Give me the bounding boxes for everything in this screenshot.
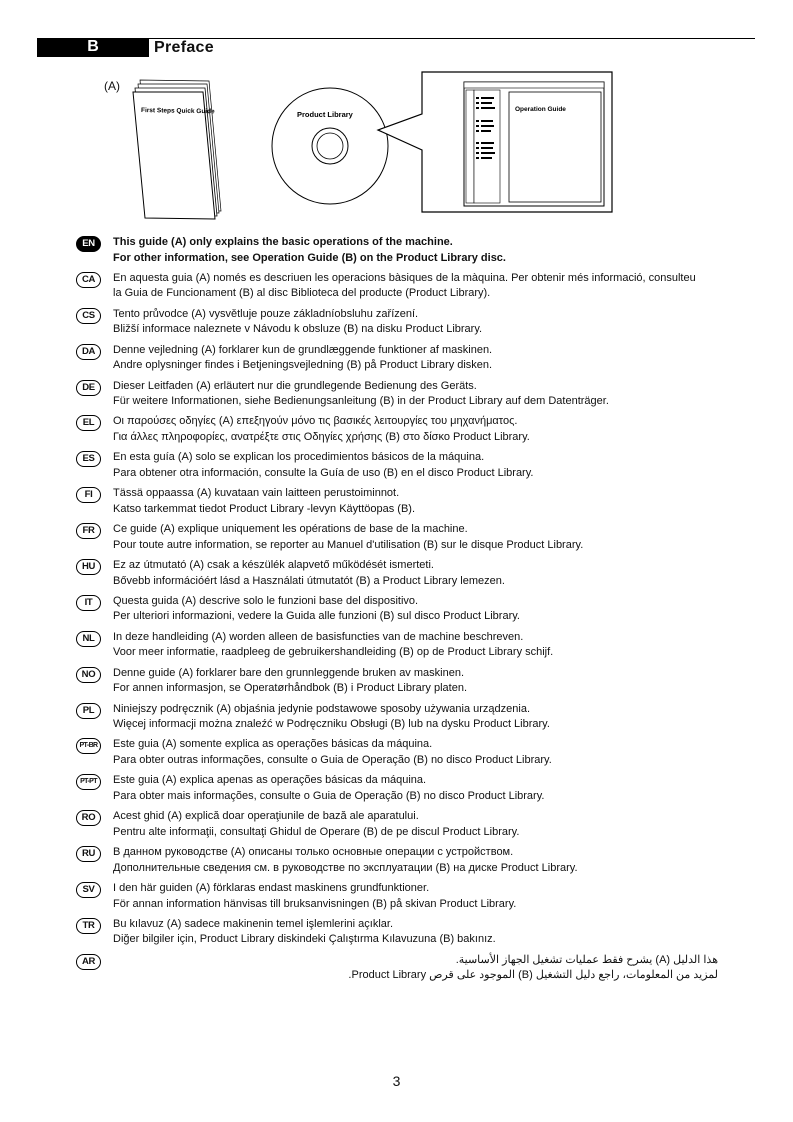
lang-text-pt-br: Este guia (A) somente explica as operações básicas da máquina. Para obter outras informações, consulte o Guia de Operação (B) no disco Product Library. — [113, 738, 552, 766]
quick-guide-booklet-icon — [133, 80, 221, 219]
lang-badge-es: ES — [76, 451, 101, 467]
lang-row-fr — [76, 521, 756, 557]
lang-badge-fr: FR — [76, 523, 101, 539]
lang-text-fr: Ce guide (A) explique uniquement les opérations de base de la machine. Pour toute autre information, se reporter au Manuel d'utilisation (B) sur le disque Product Library. — [113, 523, 584, 551]
lang-badge-pt-pt: PT-PT — [76, 774, 101, 790]
lang-row-pt-pt — [76, 772, 756, 808]
lang-text-ru: В данном руководстве (A) описаны только основные операции с устройством. Дополнительные сведения см. в руководстве по эксплуатации (B) на диске Product Library. — [113, 846, 578, 874]
lang-badge-fi: FI — [76, 487, 101, 503]
lang-badge-en: EN — [76, 236, 101, 252]
lang-row-sv — [76, 880, 756, 916]
lang-row-pl — [76, 701, 756, 737]
figure-illustration — [0, 60, 793, 220]
lang-badge-el: EL — [76, 415, 101, 431]
lang-text-tr: Bu kılavuz (A) sadece makinenin temel işlemlerini açıklar. Diğer bilgiler için, Product Library diskindeki Çalıştırma Kılavuzuna (B) bakınız. — [113, 917, 496, 946]
lang-text-en: This guide (A) only explains the basic operations of the machine. For other information, see Operation Guide (B) on the Product Library disc. — [113, 236, 506, 264]
lang-badge-ro: RO — [76, 810, 101, 826]
lang-text-hu: Ez az útmutató (A) csak a készülék alapvető működését ismerteti. Bővebb információért lásd a Használati útmutatót (B) a Product Library lemezen. — [113, 559, 505, 587]
lang-text-ca: En aquesta guia (A) només es descriuen les operacions bàsiques de la màquina. Per obtenir més informació, consulteu la Guia de Funcionament (B) al disc Biblioteca del producte (Product Library). — [113, 271, 696, 300]
lang-row-el — [76, 413, 756, 449]
product-library-disc-icon — [272, 88, 388, 204]
lang-row-ru — [76, 844, 756, 880]
section-tab: B — [37, 38, 149, 57]
lang-text-el: Οι παρούσες οδηγίες (A) επεξηγούν μόνο τις βασικές λειτουργίες του μηχανήματος. Για άλλες πληροφορίες, ανατρέξτε στις Οδηγίες χρήσης (B) στο δίσκο Product Library. — [113, 415, 530, 443]
lang-badge-de: DE — [76, 380, 101, 396]
lang-badge-ru: RU — [76, 846, 101, 862]
lang-text-cs: Tento průvodce (A) vysvětluje pouze základníobsluhu zařízení. Bližší informace naleznete v Návodu k obsluze (B) na disku Product Library. — [113, 307, 483, 336]
screen-title: Operation Guide — [515, 106, 566, 113]
lang-badge-pt-br: PT-BR — [76, 738, 101, 754]
lang-badge-ar: AR — [76, 954, 101, 970]
lang-badge-sv: SV — [76, 882, 101, 898]
operation-guide-screen-icon — [378, 72, 612, 212]
lang-text-pl: Niniejszy podręcznik (A) objaśnia jedynie podstawowe sposoby używania urządzenia. Więcej informacji można znaleźć w Podręczniku Obsługi (B) lub na dysku Product Library. — [113, 702, 550, 731]
booklet-title: First Steps Quick Guide — [140, 107, 215, 116]
lang-row-ca — [76, 270, 756, 306]
lang-row-cs — [76, 306, 756, 342]
lang-row-ar — [76, 952, 756, 988]
lang-row-no — [76, 665, 756, 701]
lang-row-da — [76, 342, 756, 378]
lang-text-ar: هذا الدليل (A) يشرح فقط عمليات تشغيل الجهاز الأساسية. لمزيد من المعلومات، راجع دليل التشغيل (B) الموجود على قرص Product Library. — [348, 953, 718, 982]
lang-text-nl: In deze handleiding (A) worden alleen de basisfuncties van de machine beschreven. Voor meer informatie, raadpleeg de gebruikershandleiding (B) op de Product Library schijf. — [113, 630, 554, 659]
page-title: Preface — [154, 39, 214, 56]
lang-row-hu — [76, 557, 756, 593]
figure-label-a: (A) — [104, 79, 120, 93]
lang-text-pt-pt: Este guia (A) explica apenas as operações básicas da máquina. Para obter mais informações, consulte o Guia de Operação (B) no disco Product Library. — [113, 774, 545, 802]
lang-text-da: Denne vejledning (A) forklarer kun de grundlæggende funktioner af maskinen. Andre oplysninger findes i Betjeningsvejledning (B) på Product Library disken. — [113, 343, 493, 372]
lang-row-tr — [76, 916, 756, 952]
lang-row-nl — [76, 629, 756, 665]
lang-text-ro: Acest ghid (A) explică doar operaţiunile de bază ale aparatului. Pentru alte informaţii, consultaţi Ghidul de Operare (B) de pe discul Product Library. — [113, 810, 520, 838]
disc-label: Product Library — [297, 110, 353, 119]
lang-badge-pl: PL — [76, 703, 101, 719]
lang-row-fi — [76, 485, 756, 521]
page-number: 3 — [392, 1073, 401, 1089]
lang-row-pt-br — [76, 736, 756, 772]
lang-badge-hu: HU — [76, 559, 101, 575]
lang-badge-nl: NL — [76, 631, 101, 647]
lang-row-es — [76, 449, 756, 485]
lang-badge-it: IT — [76, 595, 101, 611]
lang-text-it: Questa guida (A) descrive solo le funzioni base del dispositivo. Per ulteriori informazioni, vedere la Guida alle funzioni (B) sul disco Product Library. — [113, 594, 520, 623]
lang-text-fi: Tässä oppaassa (A) kuvataan vain laitteen perustoiminnot. Katso tarkemmat tiedot Product Library -levyn Käyttöopas (B). — [113, 487, 416, 515]
language-list — [76, 234, 756, 988]
lang-badge-no: NO — [76, 667, 101, 683]
lang-badge-ca: CA — [76, 272, 101, 288]
product-figure — [0, 60, 793, 220]
lang-text-sv: I den här guiden (A) förklaras endast maskinens grundfunktioner. För annan information hänvisas till bruksanvisningen (B) på skivan Product Library. — [113, 882, 517, 910]
lang-row-de — [76, 378, 756, 414]
lang-row-ro — [76, 808, 756, 844]
lang-badge-cs: CS — [76, 308, 101, 324]
lang-text-no: Denne guide (A) forklarer bare den grunnleggende bruken av maskinen. For annen informasjon, se Operatørhåndbok (B) i Product Library platen. — [113, 666, 468, 695]
lang-row-it — [76, 593, 756, 629]
lang-badge-tr: TR — [76, 918, 101, 934]
lang-row-en — [76, 234, 756, 270]
lang-badge-da: DA — [76, 344, 101, 360]
lang-text-de: Dieser Leitfaden (A) erläutert nur die grundlegende Bedienung des Geräts. Für weitere Informationen, siehe Bedienungsanleitung (B) in der Product Library auf dem Datenträger. — [113, 379, 609, 408]
lang-text-es: En esta guía (A) solo se explican los procedimientos básicos de la máquina. Para obtener otra información, consulte la Guía de uso (B) en el disco Product Library. — [113, 451, 534, 479]
